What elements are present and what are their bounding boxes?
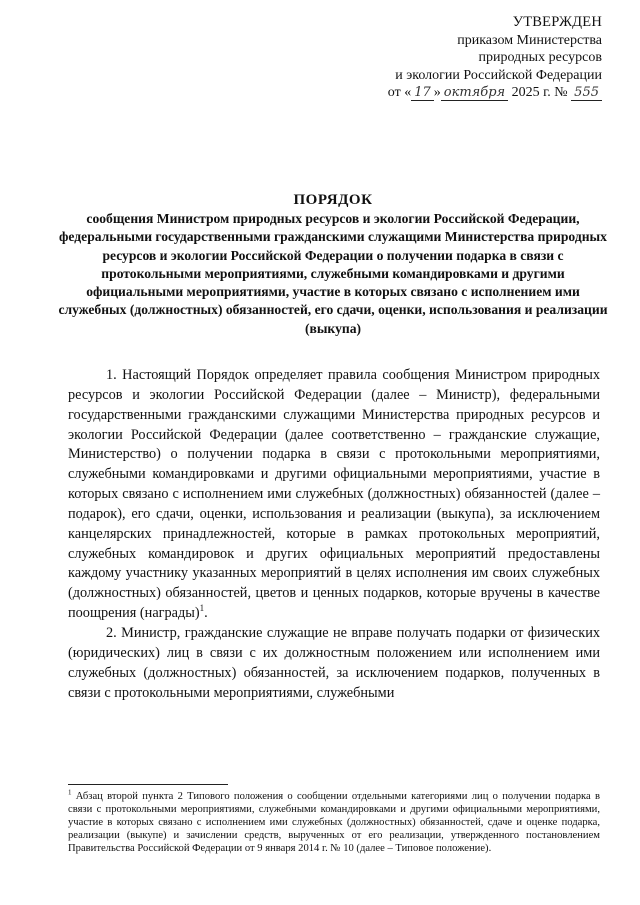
date-prefix: от « [387,85,412,100]
paragraph-2: 2. Министр, гражданские служащие не вправе получать подарки от физических (юридических) лиц в связи с их должностным положением или исполнением ими служебных (должностных) обязанностей, за исключением подарков, полученных в связи с протокольными мероприятиями, служебными [68,624,600,701]
approval-date-line [340,84,602,102]
footnote-ref: 1 [199,603,205,614]
date-quote-close: » [433,85,441,100]
footnote-text: Абзац второй пункта 2 Типового положения о сообщении отдельными категориями лиц о получении подарка в связи с протокольными мероприятиями, служебными командировками и другими официальными мероприятиями, участие в которых связано с исполнением ими служебных (должностных) обязанностей, сдаче и оценке подарка, реализации (выкупе) и зачислении средств, вырученных от его реализации, утвержденного постановлением Правительства Российской Федерации от 9 января 2014 г. № 10 (далее – Типовое положение). [68,791,601,854]
approval-line-3: и экологии Российской Федерации [395,67,602,83]
footnote-divider [68,784,228,785]
document-body [68,366,600,703]
approval-line-1: приказом Министерства [457,32,602,48]
title-main: ПОРЯДОК [293,192,373,208]
handwritten-order-number: 555 [571,85,602,101]
approval-stamp [340,14,602,102]
approval-heading: УТВЕРЖДЕН [512,14,602,30]
paragraph-1-text: 1. Настоящий Порядок определяет правила сообщения Министром природных ресурсов и экологии Российской Федерации (далее – Министр), федеральными государственными гражданскими служащими Министерства природных ресурсов и экологии Российской Федерации (далее соответственно – гражданские служащие, Министерство) о получении подарка в связи с протокольными мероприятиями, служебными командировками и другими официальными мероприятиями, участие в которых связано с исполнением ими служебных (должностных) обязанностей (далее – подарок), его сдачи, оценки, использования и реализации (выкупа), за исключением канцелярских принадлежностей, которые в рамках протокольных мероприятий, служебных командировок и других официальных мероприятий предоставлены каждому участнику указанных мероприятий в целях исполнения им своих служебных (должностных) обязанностей, цветов и ценных подарков, которые вручены в качестве поощрения (награды) [68,367,600,622]
document-title [58,191,608,338]
paragraph-1 [68,366,600,624]
footnote [68,790,600,855]
date-year: 2025 г. № [511,85,568,100]
footnote-marker: 1 [68,788,72,797]
handwritten-day: 17 [411,85,434,101]
approval-line-2: природных ресурсов [478,50,602,65]
title-subtitle: сообщения Министром природных ресурсов и экологии Российской Федерации, федеральными государственными гражданскими служащими Министерства природных ресурсов и экологии Российской Федерации о получении подарка в связи с протокольными мероприятиями, служебными командировками и другими официальными мероприятиями, участие в которых связано с исполнением ими служебных (должностных) обязанностей, его сдачи, оценки, использования и реализации (выкупа) [58,211,608,336]
paragraph-1-end: . [204,605,208,622]
handwritten-month: октября [441,85,508,101]
